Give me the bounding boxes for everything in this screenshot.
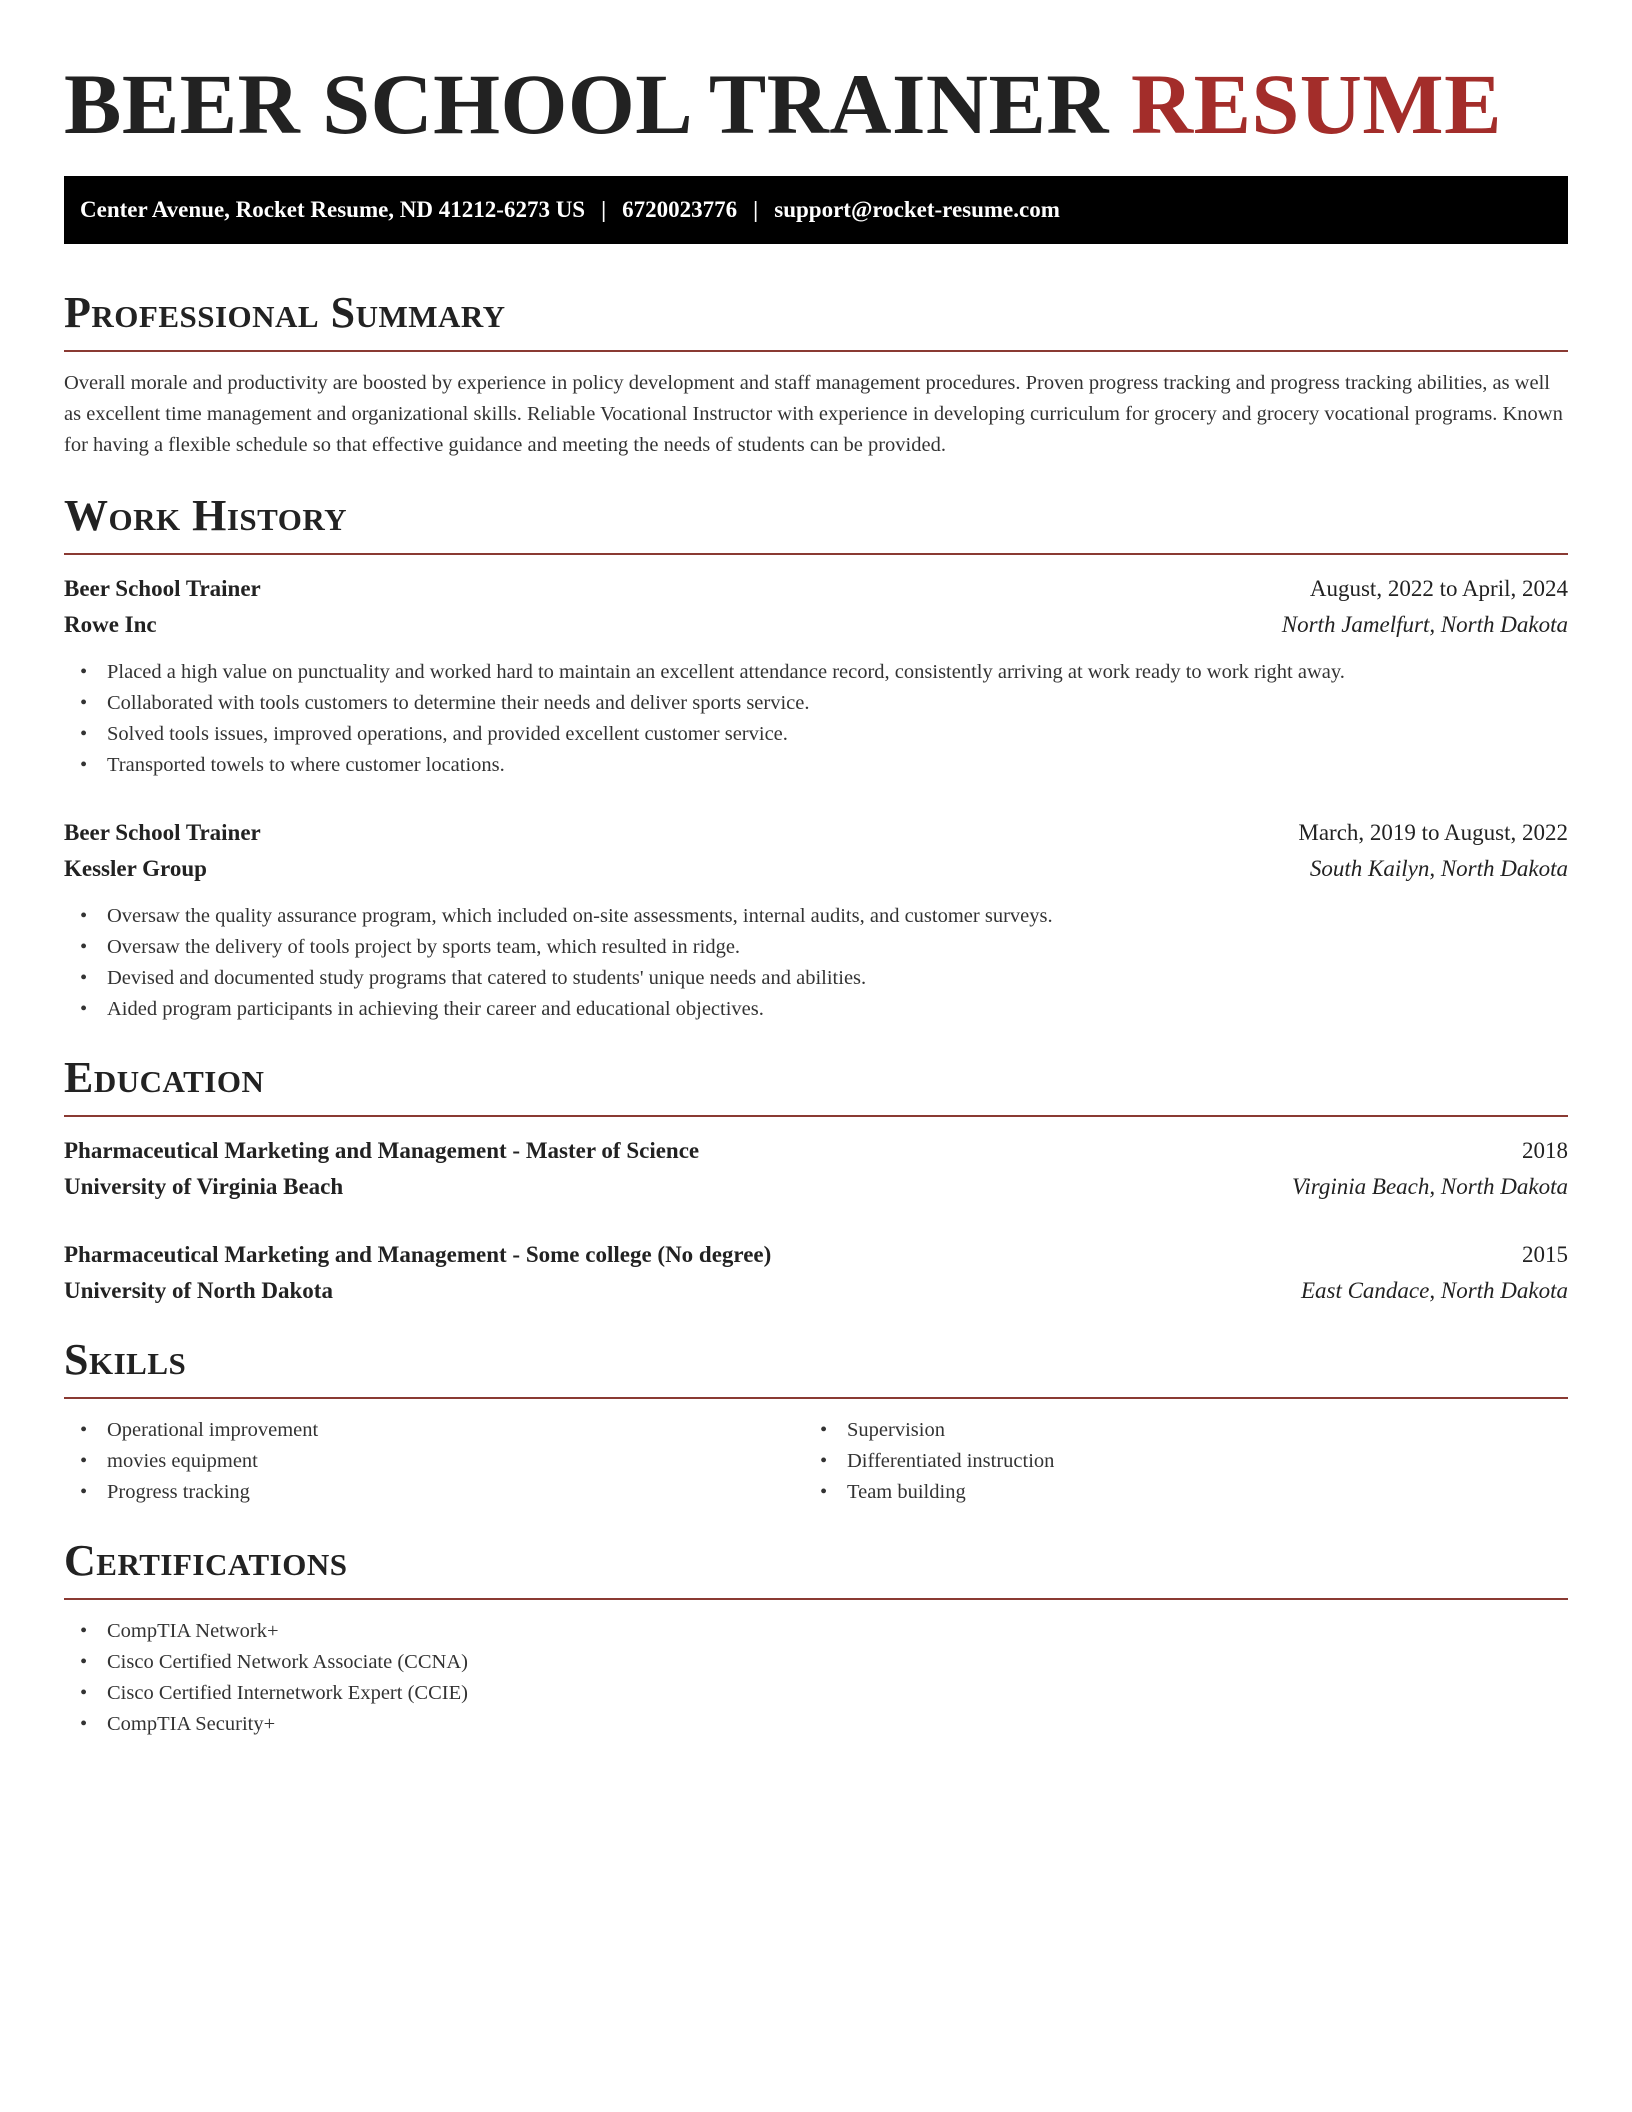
job-company-row [64, 851, 1568, 887]
job-bullet: • Oversaw the delivery of tools project by sports team, which resulted in ridge. [64, 932, 1568, 963]
job-bullet: • Placed a high value on punctuality and worked hard to maintain an excellent attendance record, consistently arriving at work ready to work right away. [64, 657, 1568, 688]
education-school-row [64, 1273, 1568, 1309]
skills-grid [64, 1415, 1568, 1508]
work-history-heading: Work History [64, 491, 348, 540]
job-bullet: • Collaborated with tools customers to determine their needs and deliver sports service. [64, 688, 1568, 719]
job-company-row [64, 607, 1568, 643]
contact-separator: | [753, 197, 759, 222]
job-bullet: • Devised and documented study programs that catered to students' unique needs and abilities. [64, 963, 1568, 994]
section-divider [64, 350, 1568, 352]
skill-item: • Progress tracking [64, 1477, 804, 1508]
job-dates: August, 2022 to April, 2024 [1309, 576, 1568, 601]
job-dates: March, 2019 to August, 2022 [1298, 820, 1568, 845]
section-divider [64, 1115, 1568, 1117]
certification-item: • CompTIA Network+ [64, 1616, 1568, 1647]
education-school: University of North Dakota [64, 1278, 333, 1303]
job-header-row [64, 571, 1568, 607]
resume-page [64, 58, 1568, 1740]
job-entry [64, 815, 1568, 1025]
resume-title-main: BEER SCHOOL TRAINER [64, 56, 1109, 152]
job-location: South Kailyn, North Dakota [1309, 856, 1568, 881]
job-bullet: • Aided program participants in achieving their career and educational objectives. [64, 994, 1568, 1025]
contact-address: Center Avenue, Rocket Resume, ND 41212-6273 US [80, 197, 586, 222]
job-location: North Jamelfurt, North Dakota [1281, 612, 1568, 637]
certification-item: • Cisco Certified Internetwork Expert (CCIE) [64, 1678, 1568, 1709]
job-title: Beer School Trainer [64, 820, 261, 845]
section-divider [64, 1397, 1568, 1399]
job-company: Kessler Group [64, 856, 207, 881]
education-degree: Pharmaceutical Marketing and Management - Master of Science [64, 1138, 700, 1163]
job-bullets [64, 901, 1568, 1025]
education-school: University of Virginia Beach [64, 1174, 344, 1199]
education-entry [64, 1237, 1568, 1309]
job-company: Rowe Inc [64, 612, 157, 637]
skills-column-left [64, 1415, 804, 1508]
contact-email[interactable]: support@rocket-resume.com [774, 197, 1060, 222]
skills-section [64, 1335, 1568, 1508]
contact-phone: 6720023776 [622, 197, 738, 222]
education-year: 2018 [1522, 1138, 1568, 1163]
job-bullet: • Oversaw the quality assurance program, which included on-site assessments, internal audits, and customer surveys. [64, 901, 1568, 932]
job-bullet: • Transported towels to where customer locations. [64, 750, 1568, 781]
certifications-heading: Certifications [64, 1536, 348, 1585]
certifications-list [64, 1616, 1568, 1740]
education-degree-row [64, 1133, 1568, 1169]
resume-title-accent: RESUME [1131, 56, 1502, 152]
skill-item: • Team building [804, 1477, 1544, 1508]
summary-heading: Professional Summary [64, 288, 506, 337]
education-entry [64, 1133, 1568, 1205]
skill-item: • Operational improvement [64, 1415, 804, 1446]
certifications-section [64, 1536, 1568, 1740]
resume-title [64, 58, 1568, 150]
skills-heading: Skills [64, 1335, 187, 1384]
education-section [64, 1053, 1568, 1309]
skill-item: • Supervision [804, 1415, 1544, 1446]
job-header-row [64, 815, 1568, 851]
contact-bar [64, 176, 1568, 244]
certification-item: • Cisco Certified Network Associate (CCNA) [64, 1647, 1568, 1678]
work-history-section [64, 491, 1568, 1025]
job-title: Beer School Trainer [64, 576, 261, 601]
summary-section [64, 288, 1568, 461]
skills-column-right [804, 1415, 1544, 1508]
education-degree-row [64, 1237, 1568, 1273]
section-divider [64, 553, 1568, 555]
job-bullets [64, 657, 1568, 781]
skill-item: • Differentiated instruction [804, 1446, 1544, 1477]
job-bullet: • Solved tools issues, improved operations, and provided excellent customer service. [64, 719, 1568, 750]
section-divider [64, 1598, 1568, 1600]
education-location: Virginia Beach, North Dakota [1292, 1174, 1568, 1199]
contact-separator: | [601, 197, 607, 222]
education-location: East Candace, North Dakota [1300, 1278, 1568, 1303]
education-degree: Pharmaceutical Marketing and Management - Some college (No degree) [64, 1242, 772, 1267]
education-year: 2015 [1522, 1242, 1568, 1267]
summary-text: Overall morale and productivity are boosted by experience in policy development and staff management procedures. Proven progress tracking and progress tracking abilities, as well as excellent time management and organizational skills. Reliable Vocational Instructor with experience in developing curriculum for grocery and grocery vocational programs. Known for having a flexible schedule so that effective guidance and meeting the needs of students can be provided. [64, 372, 1563, 456]
skills-list [804, 1415, 1544, 1508]
skill-item: • movies equipment [64, 1446, 804, 1477]
job-entry [64, 571, 1568, 781]
education-school-row [64, 1169, 1568, 1205]
education-heading: Education [64, 1053, 265, 1102]
skills-list [64, 1415, 804, 1508]
certification-item: • CompTIA Security+ [64, 1709, 1568, 1740]
